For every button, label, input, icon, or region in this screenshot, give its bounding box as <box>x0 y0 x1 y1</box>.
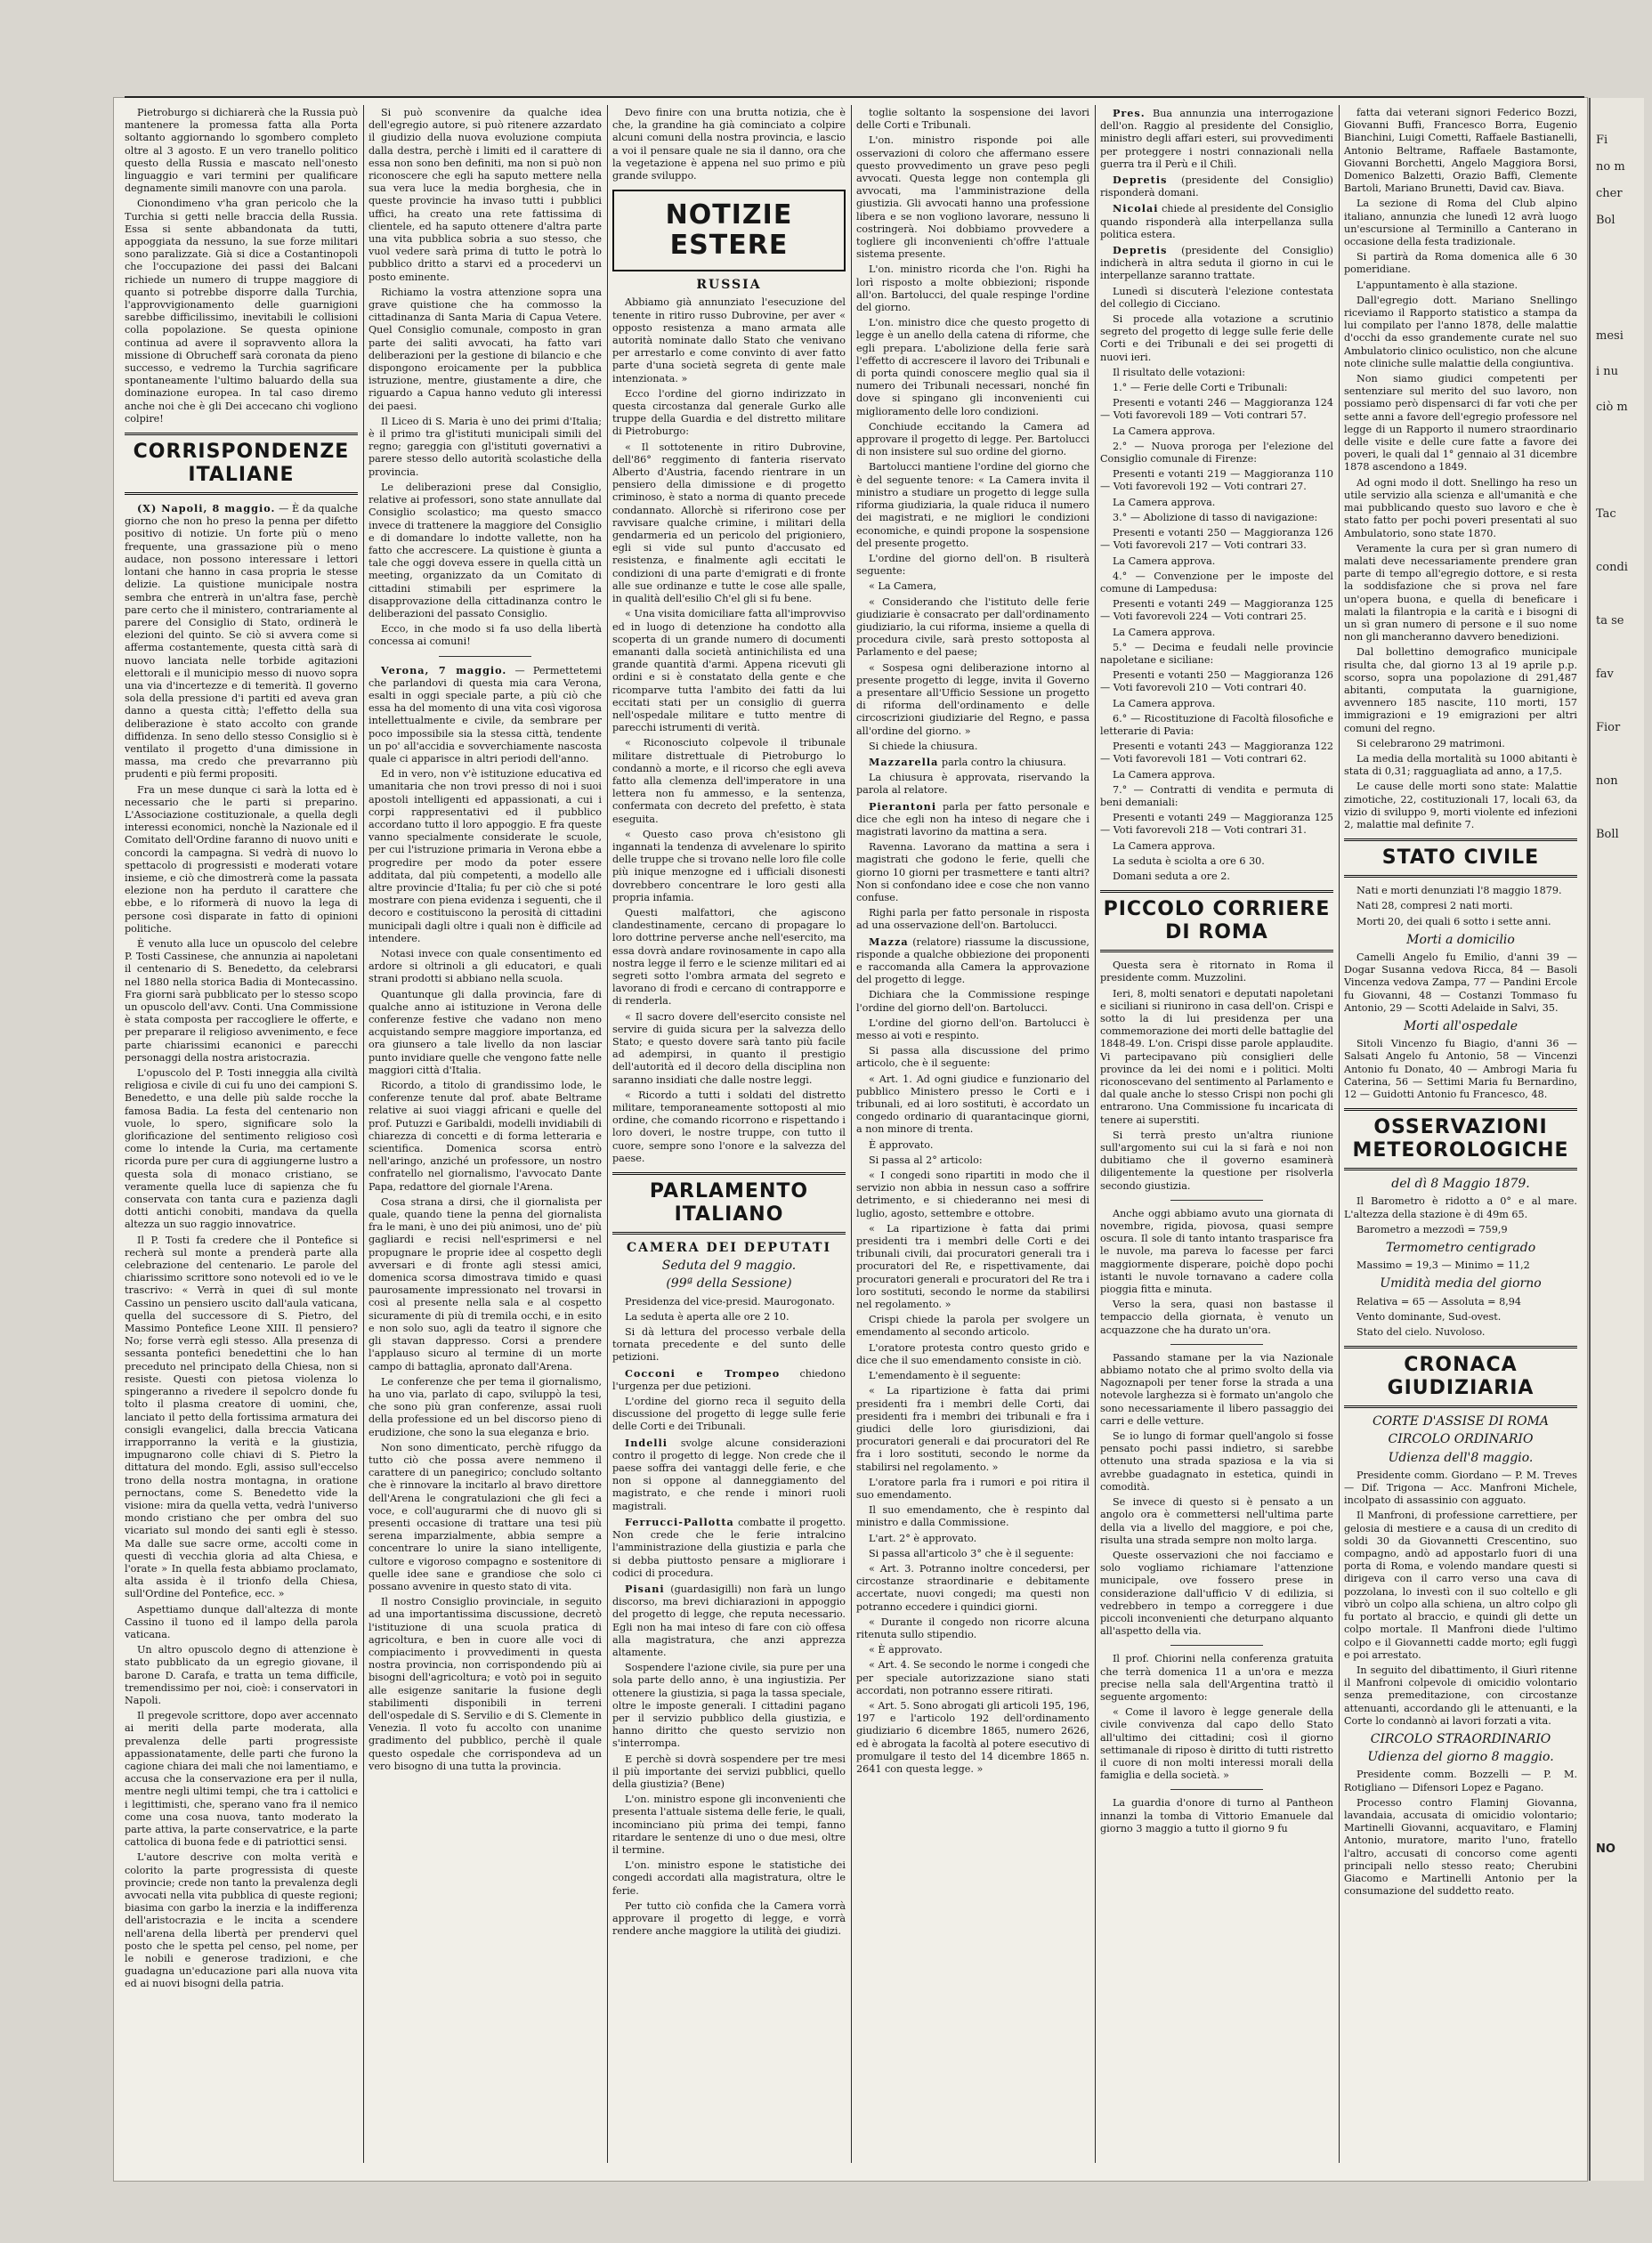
article-paragraph: Stato del cielo. Nuvoloso. <box>1356 1326 1486 1339</box>
dateline: (X) Napoli, 8 maggio. <box>137 502 276 515</box>
article-paragraph: « Ricordo a tutti i soldati del distretto militare, temporaneamente sottoposti al mio ordine, che comando ricorrono e rispettando i loro doveri, le nostre truppe, con tutto il cuore, sempre sono l'onore e la salvezza del paese. <box>612 1089 846 1164</box>
article-paragraph: Le deliberazioni prese dal Consiglio, relative ai professori, sono state annullate dal Consiglio scolastico; ma questo smacco invece di trattenere la maggiore del Consiglio e di domandare lo indotte vallette, non ha fatto che accrescere. La quistione è giunta a tale che oggi doveva essere in quella città un meeting, organizzato da un Comitato di cittadini stimabili per esprimere la disapprovazione della cittadinanza contro le deliberazioni del passato Consiglio. <box>368 481 602 619</box>
vote-result: Presenti e votanti 219 — Maggioranza 110 — Voti favorevoli 192 — Voti contrari 27. <box>1100 468 1333 493</box>
article-paragraph: Le conferenze che per tema il giornalismo, ha uno via, parlato di capo, sviluppò la tesi, che sono più gran conferenze, assai ruoli della professione ed un bel discorso pieno di erudizione, che sono la sua eleganza e brio. <box>368 1375 602 1438</box>
vote-item: 6.° — Ricostituzione di Facoltà filosofiche e letterarie di Pavia: <box>1100 712 1333 737</box>
article-paragraph: « Riconosciuto colpevole il tribunale militare distrettuale di Pietroburgo lo condannò a morte, e il ricorso che egli aveva fatto alla clemenza dell'imperatore in una lettera non fu ammesso, e la sentenza, confermata con decreto del prefetto, è stata eseguita. <box>612 737 846 825</box>
article-paragraph: « Durante il congedo non ricorre alcuna ritenuta sullo stipendio. <box>856 1615 1089 1640</box>
article-paragraph: L'on. ministro espone gli inconvenienti che presenta l'attuale sistema delle ferie, le quali, incominciano più prima dei tempi, fanno ritardare le sentenze di uno o due mesi, oltre il termine. <box>612 1794 846 1856</box>
article-paragraph: L'art. 2° è approvato. <box>869 1532 977 1544</box>
session-date: Seduta del 9 maggio. <box>661 1259 797 1274</box>
section-heading: PARLAMENTO ITALIANO <box>612 1172 846 1235</box>
article-paragraph: L'oratore parla fra i rumori e poi ritira il suo emendamento. <box>856 1476 1089 1501</box>
vote-result: Presenti e votanti 250 — Maggioranza 126 — Voti favorevoli 210 — Voti contrari 40. <box>1100 669 1333 694</box>
vote-outcome: La Camera approva. <box>1113 425 1216 437</box>
article-paragraph: Ecco, in che modo si fa uso della libertà concessa ai comuni! <box>368 623 602 648</box>
article-paragraph: Morti 20, dei quali 6 sotto i sette anni. <box>1356 915 1551 927</box>
subheading: CORTE D'ASSISE DI ROMA <box>1372 1414 1550 1429</box>
article-paragraph: Nati 28, compresi 2 nati morti. <box>1356 900 1513 912</box>
article-paragraph: Nati e morti denunziati l'8 maggio 1879. <box>1356 885 1562 897</box>
article-paragraph: Si passa all'articolo 3° che è il seguente: <box>869 1547 1074 1559</box>
article-paragraph: Si chiede la chiusura. <box>869 740 978 752</box>
subheading: Udienza del giorno 8 maggio. <box>1367 1750 1554 1765</box>
article-paragraph: Si terrà presto un'altra riunione sull'argomento sui cui la si farà e noi non dubitiamo che il governo esaminerà diligentemente la questione per risolverla secondo giustizia. <box>1100 1129 1333 1192</box>
article-paragraph: Righi parla per fatto personale in risposta ad una osservazione dell'on. Bartolucci. <box>856 907 1089 932</box>
subheading: Udienza dell'8 maggio. <box>1388 1450 1534 1465</box>
article-paragraph: Crispi chiede la parola per svolgere un emendamento al secondo articolo. <box>856 1314 1089 1339</box>
article-paragraph: E perchè si dovrà sospendere per tre mesi il più importante dei servizi pubblici, quello della giustizia? (Bene) <box>612 1753 846 1790</box>
article-paragraph: L'on. ministro dice che questo progetto di legge è un anello della catena di riforme, che egli prepara. L'abolizione della ferie sarà l'effetto di accrescere il lavoro dei Tribunali e di porta quindi conoscere meglio qual sia il numero dei Tribunali necessari, nonché fin dove si spingano gli inconvenienti cui miglioramento delle loro condizioni. <box>856 317 1089 417</box>
article-paragraph: Se invece di questo si è pensato a un angolo ora è commettersi nell'ultima parte della via a livello del maggiore, e poi che, risulta una strada sempre non molto larga. <box>1100 1496 1333 1546</box>
article-paragraph: Presidente comm. Bozzelli — P. M. Rotigliano — Difensori Lopez e Pagano. <box>1344 1769 1577 1794</box>
article-paragraph: Le cause delle morti sono state: Malattie zimotiche, 22, costituzionali 17, locali 63, da vizio di sviluppo 9, morti violente ed infezioni 2, malattie mal definite 7. <box>1344 781 1577 830</box>
subheading: CIRCOLO STRAORDINARIO <box>1370 1731 1551 1746</box>
article-paragraph: Richiamo la vostra attenzione sopra una grave quistione che ha commosso la cittadinanza di Santa Maria di Capua Vetere. Quel Consiglio comunale, composto in gran parte dei salìti avvocati, ha fatto vari deliberazioni per la gestione di bilancio e che dispongono eroicamente per la pubblica istruzione, mentre, giustamente a dire, che riguardo a Capua hanno veduto gli interessi dei paesi. <box>368 286 602 412</box>
subheading: Morti all'ospedale <box>1403 1019 1518 1033</box>
article-paragraph: « Art. 3. Potranno inoltre concedersi, per circostanze straordinarie e debitamente accertate, nuovi congedi; ma questi non potranno eccedere i quindici giorni. <box>856 1562 1089 1613</box>
article-paragraph: Presidenza del vice-presid. Maurogonato. <box>625 1295 835 1308</box>
article-paragraph: Depretis (presidente del Consiglio) indicherà in altra seduta il giorno in cui le interpellanze saranno trattate. <box>1100 244 1333 282</box>
section-heading: CORRISPONDENZE ITALIANE <box>125 433 358 495</box>
separator <box>1170 1200 1264 1201</box>
subheading: Morti a domicilio <box>1406 932 1515 947</box>
article-paragraph: Il pregevole scrittore, dopo aver accennato ai meriti della parte moderata, alla prevalenza delle parti progressiste appassionatamente, delle parti che furono la cagione chiara dei mali che noi lamentiamo, e accusa che la conservazione era per il nulla, mentre negli ultimi tempi, che tra i cattolici e i legittimisti, che, sperano vano fra il nemico come una cosa nuova, tanto moderato la parte attiva, la parte conservatrice, e la parte cattolica di buona fede e di patriottici sensi. <box>125 1710 358 1849</box>
article-paragraph: Anche oggi abbiamo avuto una giornata di novembre, rigida, piovosa, quasi sempre oscura. Il sole di tanto intanto trasparisce fra le nuvole, ma pareva lo facesse per farci maggiormente disperare, poichè dopo pochi istanti le nuvole tornavano a cadere colla pioggia fitta e minuta. <box>1100 1207 1333 1296</box>
article-paragraph: L'appuntamento è alla stazione. <box>1356 279 1518 291</box>
subheading: del dì 8 Maggio 1879. <box>1391 1177 1530 1192</box>
vote-item: 3.° — Abolizione di tasso di navigazione: <box>1113 511 1318 523</box>
vote-outcome: La Camera approva. <box>1113 697 1216 709</box>
next-page-edge <box>1589 98 1644 2181</box>
speaker-name: Ferrucci-Pallotta <box>625 1515 734 1528</box>
article-paragraph: « I congedi sono ripartiti in modo che il servizio non abbia in nessun caso a soffrire detrimento, e si chiederanno nei mesi di luglio, agosto, settembre e ottobre. <box>856 1170 1089 1219</box>
subheading: CAMERA DEI DEPUTATI <box>626 1241 832 1256</box>
article-paragraph: Questa sera è ritornato in Roma il presidente comm. Muzzolini. <box>1100 960 1333 984</box>
article-paragraph: « La ripartizione è fatta dai primi presidenti fra i membri delle Corti, dai presidenti fra i membri dei tribunali e fra i giudici delle loro giurisdizioni, dai procuratori generali e dai procuratori del Re fra i loro sostituti, secondo le norme da stabilirsi nel regolamento. » <box>856 1385 1089 1473</box>
vote-outcome: La Camera approva. <box>1113 555 1216 567</box>
article-paragraph: L'ordine del giorno dell'on. B risulterà seguente: <box>856 552 1089 578</box>
separator <box>1170 1645 1264 1646</box>
article-paragraph: toglie soltanto la sospensione dei lavori delle Corti e Tribunali. <box>856 107 1089 132</box>
article-paragraph: Sospendere l'azione civile, sia pure per una sola parte dello anno, è una ingiustizia. Per ottenere la giustizia, si paga la tassa speciale, oltre le imposte generali. I cittadini pagano per il servizio pubblico della giustizia, e hanno diritto che questo servizio non s'interrompa. <box>612 1662 846 1750</box>
article-paragraph: « Questo caso prova ch'esistono gli ingannati la tendenza di avvelenare lo spirito delle truppe che si trovano nelle loro file colle più inique menzogne ed i ufficiali disonesti dovrebbero concentrare le loro gesti alla propria infamia. <box>612 828 846 903</box>
article-paragraph: Il Liceo di S. Maria è uno dei primi d'Italia; è il primo tra gl'istituti municipali simili del regno; gareggia con gl'istituti governativi a parere stesso dello autorità scolastiche della provincia. <box>368 415 602 478</box>
article-paragraph: Ecco l'ordine del giorno indirizzato in questa circostanza dal generale Gurko alle truppe della Guardia e del distretto militare di Pietroburgo: <box>612 387 846 438</box>
article-paragraph: Se io lungo di formar quell'angolo si fosse pensato pochi passi indietro, si sarebbe ottenuto una strada spaziosa e la via si avrebbe guadagnato in estetica, quindi in comodità. <box>1100 1430 1333 1493</box>
article-paragraph: Non siamo giudici competenti per sentenziare sul merito del suo lavoro, non possiamo però dispensarci di far voti che per sette anni a favore dell'egregio professore nel legge di un Rapporto il numero straordinario delle visite e delle cure fatte a favore dei poveri, le quali dal 1° gennaio al 31 dicembre 1878 ascendono a 1849. <box>1344 373 1577 474</box>
speaker-name: Pierantoni <box>869 799 937 813</box>
article-paragraph: Bartolucci mantiene l'ordine del giorno che è del seguente tenore: « La Camera invita il ministro a studiare un progetto di legge sulla riforma giudiziaria, la quale riduca il numero dei magistrati, e ne migliori le condizioni economiche, e quindi propone la sospensione del presente progetto. <box>856 461 1089 549</box>
article-paragraph: Si dà lettura del processo verbale della tornata precedente e del sunto delle petizioni. <box>612 1326 846 1364</box>
article-paragraph: Si partirà da Roma domenica alle 6 30 pomeridiane. <box>1344 251 1577 276</box>
article-paragraph: Il risultato delle votazioni: <box>1113 366 1246 378</box>
article-paragraph: Ravenna. Lavorano da mattina a sera i magistrati che godono le ferie, quelli che giorno 10 giorni per trasmettere e tanti altri? Non si confondano idee e cose che non vanno confuse. <box>856 841 1089 903</box>
vote-item: 2.° — Nuova proroga per l'elezione del Consiglio comunale di Firenze: <box>1100 440 1333 466</box>
article-paragraph: « Art. 5. Sono abrogati gli articoli 195, 196, 197 e l'articolo 192 dell'ordinamento giudiziario 6 dicembre 1865, numero 2626, ed è abrogata la facoltà al potere esecutivo di promulgare il testo del 14 dicembre 1865 n. 2641 con questa legge. » <box>856 1699 1089 1775</box>
edge-fragment: non <box>1596 774 1618 788</box>
session-number: (99ª della Sessione) <box>666 1276 792 1292</box>
speaker-name: Cocconi e Trompeo <box>625 1366 781 1380</box>
edge-fragment: Boll <box>1596 828 1619 841</box>
article-paragraph: fatta dai veterani signori Federico Bozzi, Giovanni Buffi, Francesco Borra, Eugenio Bianchini, Luigi Cometti, Raffaele Bastianelli, Antonio Beltrame, Raffaele Bastamonte, Giovanni Borchetti, Angelo Maggiora Borsi, Domenico Balzetti, Orazio Baffi, Clemente Bartoli, Mariano Brunetti, David cav. Biava. <box>1344 107 1577 195</box>
article-paragraph: Massimo = 19,3 — Minimo = 11,2 <box>1356 1259 1530 1272</box>
edge-fragment: i nu <box>1596 365 1619 378</box>
article-paragraph: La media della mortalità su 1000 abitanti è stata di 0,31; ragguagliata ad anno, a 17,5. <box>1344 752 1577 778</box>
speaker-name: Nicolai <box>1113 202 1159 215</box>
article-paragraph: Si procede alla votazione a scrutinio segreto del progetto di legge sulle ferie delle Corti e dei Tribunali e dei sei progetti di nuovi ieri. <box>1100 313 1333 363</box>
speaker-name: Indelli <box>625 1436 668 1449</box>
article-paragraph: Aspettiamo dunque dall'altezza di monte Cassino il tuono ed il lampo della parola vaticana. <box>125 1603 358 1640</box>
article-paragraph: Un altro opuscolo degno di attenzione è stato pubblicato da un egregio giovane, il barone D. Carafa, e tratta un tema difficile, tremendissimo per noi, cioè: i conservatori in Napoli. <box>125 1644 358 1706</box>
article-paragraph: Nicolai chiede al presidente del Consiglio quando risponderà alla interpellanza sulla politica estera. <box>1100 202 1333 240</box>
subheading: RUSSIA <box>696 278 762 293</box>
article-paragraph: Pisani (guardasigilli) non farà un lungo discorso, ma brevi dichiarazioni in appoggio del progetto di legge, che reputa necessario. Egli non ha mai inteso di fare con ciò offesa alla magistratura, che anzi apprezza altamente. <box>612 1582 846 1658</box>
article-paragraph: « Considerando che l'istituto delle ferie giudiziarie è consacrato per dall'ordinamento giudiziario, la cui riforma, insieme a quella di procedura civile, sarà presto sottoposta al Parlamento e del paese; <box>856 595 1089 659</box>
vote-outcome: La Camera approva. <box>1113 626 1216 638</box>
edge-fragment: NO <box>1596 1842 1616 1856</box>
article-paragraph: L'on. ministro ricorda che l'on. Righi ha lorì risposto a molte obbiezioni; risponde all'on. Bartolucci, del quale respinge l'ordine del giorno. <box>856 263 1089 314</box>
vote-item: 7.° — Contratti di vendita e permuta di beni demaniali: <box>1100 783 1333 808</box>
article-paragraph: Il prof. Chiorini nella conferenza gratuita che terrà domenica 11 a un'ora e mezza precise nella sala dell'Argentina trattò il seguente argomento: <box>1100 1653 1333 1703</box>
edge-fragment: Tac <box>1596 507 1616 521</box>
section-heading: NOTIZIE ESTERE <box>612 190 846 271</box>
article-paragraph: L'ordine del giorno dell'on. Bartolucci è messo ai voti e respinto. <box>856 1016 1089 1042</box>
article-paragraph: « Il sottotenente in ritiro Dubrovine, dell'86° reggimento di fanteria riservato Alberto d'Austria, facendo rientrare in un pensiero della dimissione e di progetto criminoso, è stato a norma di quanto precede condannato. Allorchè si riferirono cose per ravvisare qualche crimine, i militari della gendarmeria ed un pericolo del prigioniero, egli si vide sul punto d'accusato ed resistenza, e finalmente agli eccitati le condizioni di una parte d'emigrati e di fronte alle sue ordinanze e tutte le cose alle spalle, in qualità dell'esilio Ch'el gli si fu bene. <box>612 441 846 605</box>
speaker-name: Pres. <box>1113 107 1146 119</box>
article-paragraph: Processo contro Flaminj Giovanna, lavandaia, accusata di omicidio volontario; Martinelli Giovanni, acquavitaro, e Flaminj Antonio, muratore, marito l'uno, fratello l'altro, accusati di concorso come agenti principali nello stesso reato; Cherubini Giacomo e Martinelli Antonio per la consumazione del suddetto reato. <box>1344 1796 1577 1898</box>
vote-item: 1.° — Ferie delle Corti e Tribunali: <box>1113 382 1288 394</box>
vote-outcome: La Camera approva. <box>1113 768 1216 781</box>
article-paragraph: « La Camera, <box>869 580 937 593</box>
column-rule <box>363 105 364 2163</box>
edge-fragment: ta se <box>1596 614 1624 628</box>
edge-fragment: condi <box>1596 561 1628 574</box>
article-paragraph: Notasi invece con quale consentimento ed ardore si oltrinoli a gli educatori, e quali strani prodotti si abbiano nella scuola. <box>368 948 602 985</box>
column-rule <box>1095 105 1096 2163</box>
article-paragraph: Pietroburgo si dichiarerà che la Russia può mantenere la promessa fatta alla Porta soltanto aggiornando lo sgombero completo oltre al 3 agosto. E un vero tranello politico questo della Russia e mascato nell'onesto linguaggio e vari termini per qualificare degnamente simili manovre con una parola. <box>125 107 358 195</box>
article-paragraph: Camelli Angelo fu Emilio, d'anni 39 — Dogar Susanna vedova Ricca, 84 — Basoli Vincenza vedova Zampa, 77 — Pandini Ercole fu Giovanni, 48 — Costanzi Tommaso fu Antonio, 29 — Scotti Adelaide in Salvi, 35. <box>1344 951 1577 1014</box>
article-paragraph: Mazzarella parla contro la chiusura. <box>869 755 1066 768</box>
article-paragraph: La seduta è aperta alle ore 2 10. <box>625 1310 790 1323</box>
edge-fragment: Fior <box>1596 721 1621 734</box>
vote-result: Presenti e votanti 249 — Maggioranza 125 — Voti favorevoli 224 — Voti contrari 25. <box>1100 598 1333 623</box>
section-heading: OSSERVAZIONI METEOROLOGICHE <box>1344 1108 1577 1170</box>
edge-fragment: cher <box>1596 187 1623 200</box>
article-paragraph: « Art. 4. Se secondo le norme i congedi che per speciale autorizzazione siano stati accordati, non potranno essere ritirati. <box>856 1659 1089 1696</box>
article-paragraph: L'on. ministro espone le statistiche dei congedi accordati alla magistratura, oltre le ferie. <box>612 1859 846 1897</box>
article-paragraph: Non sono dimenticato, perchè rifuggo da tutto ciò che possa avere nemmeno il carattere di un panegirico; concludo soltanto che è rinnovare la incitarlo al bravo direttore dell'Arena le congratulazioni che gli feci a voce, e coll'augurarmi che di nuovo gli si presenti occasione di trattare una tesi più serena imparzialmente, abbia sempre a concentrare lo unire la siano intelligente, cultore e vigoroso compagno e sostenitore di quelle idee sane e grandiose che solo ci possano avvenire in questo stato di vita. <box>368 1441 602 1592</box>
article-paragraph: La seduta è sciolta a ore 6 30. <box>1113 854 1265 867</box>
article-paragraph: Mazza (relatore) riassume la discussione, risponde a qualche obbiezione dei proponenti e raccomanda alla Camera la approvazione del progetto di legge. <box>856 935 1089 986</box>
dispatch-paragraph: (X) Napoli, 8 maggio. — È da qualche giorno che non ho preso la penna per difetto positivo di notizie. Un forte più o meno frequente, una grassazione più o meno audace, non possono interessare i lettori lontani che hanno in casa propria le stesse delizie. La quistione municipale nostra sembra che entrerà in un'altra fase, perchè pare certo che il ministero, contrariamente al parere del Consiglio di Stato, ordinerà le elezioni del quinto. Se ciò si avvera come si afferma costantemente, questa città sarà di nuovo lanciata nelle torbide agitazioni elettorali e il municipio messo di nuovo sopra una via d'incertezze e di temerità. Il governo sola della pressione d'i partiti ed aveva gran danno a questa città; l'effetto della sua deliberazione è stato accolto con grande diffidenza. In seno dello stesso Consiglio si è ventilato il progetto d'una dimissione in massa, ma credo che prevarranno più prudenti e più fermi propositi. <box>125 502 358 781</box>
vote-item: 4.° — Convenzione per le imposte del comune di Lampedusa: <box>1100 570 1333 595</box>
article-paragraph: Fra un mese dunque ci sarà la lotta ed è necessario che le parti si preparino. L'Associazione costituzionale, a quella degli interessi economici, nonchè la Nazionale ed il Comitato dell'Ordine faranno di nuovo uniti e concordi la campagna. Si vedrà di nuovo lo spettacolo di progressisti e moderati votare insieme, e ciò che dimostrerà come la passata elezione non ha perduto il carattere che ebbe, e lo riformerà di nuovo la lega di persone così disparate in fatto di opinioni politiche. <box>125 783 358 935</box>
article-paragraph: Queste osservazioni che noi facciamo e solo vogliamo richiamare l'attenzione municipale, ove fossero prese in considerazione dall'ufficio V di edilizia, si vedrebbero in tempo a correggere i due piccoli inconvenienti che deturpano alquanto all'aspetto della via. <box>1100 1549 1333 1638</box>
article-paragraph: Il Manfroni, di professione carrettiere, per gelosia di mestiere e a causa di un credito di soldi 30 da Giovannetti Crescentino, suo compagno, andò ad appostarlo fuori di una porta di Roma, e volendo mandare questi si dirigeva con il carro verso una cava di pozzolana, lo investì con il suo coltello e gli vibrò un colpo alla schiena, un altro colpo gli fu portato al braccio, e quindi gli dette un colpo mortale. Il Manfroni diede l'ultimo colpo e il Giovannetti cadde morto; egli fuggì e poi arrestato. <box>1344 1510 1577 1661</box>
article-paragraph: Si passa alla discussione del primo articolo, che è il seguente: <box>856 1045 1089 1070</box>
separator <box>1170 1344 1264 1345</box>
article-paragraph: « La ripartizione è fatta dai primi presidenti tra i membri delle Corti e dei tribunali civili, dai procuratori generali tra i procuratori del Re, e rispettivamente, dai procuratori generali e procuratori del Re tra i loro sostituti, secondo le norme da stabilirsi nel regolamento. » <box>856 1222 1089 1311</box>
article-paragraph: Pierantoni parla per fatto personale e dice che egli non ha inteso di negare che i magistrati lavorino da mattina a sera. <box>856 799 1089 838</box>
column-rule <box>1339 105 1340 2163</box>
edge-fragment: mesi <box>1596 329 1624 343</box>
article-paragraph: Si celebrarono 29 matrimoni. <box>1356 737 1505 749</box>
article-paragraph: Ieri, 8, molti senatori e deputati napoletani e siciliani si riunirono in casa dell'on. Crispi e sotto la di lui presidenza per una commemorazione dei morti delle battaglie del 1848-49. L'on. Crispi disse parole applaudite. Vi partecipavano più consiglieri delle province da lei dei nomi e i politici. Molti riconoscevano del sentimento al Parlamento e dal quale anche lo stesso Crispi non pochi gli entrarono. Una Commissione fu incaricata di tenere ai superstiti. <box>1100 987 1333 1126</box>
article-paragraph: Dichiara che la Commissione respinge l'ordine del giorno dell'on. Bartolucci. <box>856 989 1089 1014</box>
section-heading: PICCOLO CORRIERE DI ROMA <box>1100 890 1333 952</box>
article-paragraph: Ed in vero, non v'è istituzione educativa ed umanitaria che non trovi presso di noi i suoi apostoli intelligenti ed appassionati, a cui i corpi rappresentativi ed il pubblico accordano tutto il loro appoggio. E fra queste vanno specialmente considerate le scuole, per cui l'istruzione primaria in Verona ebbe a progredire per modo da poter essere additata, dal più competenti, a modello alle altre provincie d'Italia; fu per ciò che si poté mostrare con piena evidenza i seguenti, che il decoro e costituiscono la perosità di cittadini municipali dagli oltre i quali non è difficile ad intendere. <box>368 768 602 944</box>
article-paragraph: Cocconi e Trompeo chiedono l'urgenza per due petizioni. <box>612 1366 846 1392</box>
article-paragraph: Barometro a mezzodì = 759,9 <box>1356 1223 1508 1235</box>
section-heading: CRONACA GIUDIZIARIA <box>1344 1346 1577 1408</box>
article-paragraph: Presidente comm. Giordano — P. M. Treves — Dif. Trigona — Acc. Manfroni Michele, incolpato di assassinio con agguato. <box>1344 1469 1577 1507</box>
article-paragraph: Indelli svolge alcune considerazioni contro il progetto di legge. Non crede che il paese soffra dei vantaggi delle ferie, e che non si oppone al danneggiamento del magistrato, e che rende i minori ruoli magistrali. <box>612 1436 846 1512</box>
article-paragraph: Domani seduta a ore 2. <box>1113 870 1230 882</box>
column-6 <box>1344 107 1577 2158</box>
article-paragraph: È venuto alla luce un opuscolo del celebre P. Tosti Cassinese, che annunzia ai napoletani il centenario di S. Benedetto, da celebrarsi nel 1880 nella storica Badia di Montecassino. Fra giorni sarà pubblicato per lo stesso scopo un opuscolo dell'avv. Conti. Una Commissione è stata composta per raccogliere le offerte, e per preparare il religioso avvenimento, e fece parte chiarissimi ecanonici e parecchi personaggi della nostra aristocrazia. <box>125 937 358 1064</box>
article-paragraph: L'ordine del giorno reca il seguito della discussione del progetto di legge sulle ferie delle Corti e dei Tribunali. <box>612 1396 846 1433</box>
article-paragraph: Quantunque gli dalla provincia, fare di qualche anno ai istituzione in Verona delle conferenze festive che vadano non meno acquistando sempre maggiore importanza, ed ora giunsero a tale livello da non lasciar punto invidiare quelle che vengono fatte nelle maggiori città d'Italia. <box>368 988 602 1076</box>
article-paragraph: La chiusura è approvata, riservando la parola al relatore. <box>856 772 1089 797</box>
article-paragraph: « Come il lavoro è legge generale della civile convivenza dal capo dello Stato all'ultimo dei cittadini; così il giorno settimanale di riposo è diritto di tutti ristretto il cuore di non molti interessi morali della famiglia e della società. » <box>1100 1706 1333 1782</box>
article-paragraph: « Una visita domiciliare fatta all'improvviso ed in luogo di detenzione ha condotto alla scoperta di un grande numero di documenti emananti dalla società antinichilista ed una grande quantità d'armi. Appena ricevuti gli ordini e si è constatato della gente e che ricomparve tutta l'ambito dei fatti da lui eccitati stati per un consiglio di guerra nell'ospedale militare e tutto mentre di parecchi istrumenti di verità. <box>612 608 846 734</box>
column-rule <box>851 105 852 2163</box>
column-2 <box>368 107 602 2158</box>
speaker-name: Pisani <box>625 1582 665 1595</box>
subheading: Umidità media del giorno <box>1380 1276 1542 1292</box>
speaker-name: Depretis <box>1113 244 1168 257</box>
article-paragraph: « Sospesa ogni deliberazione intorno al presente progetto di legge, invita il Governo a presentare all'Ufficio Sessione un progetto di riforma dell'ordinamento e delle circoscrizioni giudiziarie del Regno, e passa all'ordine del giorno. » <box>856 661 1089 737</box>
article-paragraph: Relativa = 65 — Assoluta = 8,94 <box>1356 1295 1522 1308</box>
article-paragraph: Questi malfattori, che agiscono clandestinamente, cercano di propagare lo loro dottrine perverse anche nell'esercito, ma essa dovrà andare rovinosamente in capo alla nostra legge il ferro e le scienze militari ed ai segreti sotto l'ombra armata del segreto e lavorano di frodi e cercano di contrapporre e di renderla. <box>612 906 846 1008</box>
vote-outcome: La Camera approva. <box>1113 496 1216 508</box>
column-1 <box>125 107 358 2158</box>
article-paragraph: Veramente la cura per sì gran numero di malati deve necessariamente prendere gran parte di tempo all'egregio dottore, e si resta la soddisfazione che si prova nel fare un'opera buona, e quella di beneficare i malati la filantropia e la carità e i bisogni di un sì gran numero di persone e il suo nome non gli mancheranno davvero benedizioni. <box>1344 542 1577 644</box>
column-5 <box>1100 107 1333 2158</box>
speaker-name: Mazza <box>869 935 909 948</box>
edge-fragment: Fi <box>1596 134 1608 147</box>
article-paragraph: Abbiamo già annunziato l'esecuzione del tenente in ritiro russo Dubrovine, per aver « opposto resistenza a mano armata alle autorità nominate dallo Stato che venivano per arrestarlo e come convinto di aver fatto parte d'una società segreta di gente male intenzionata. » <box>612 296 846 385</box>
subheading: Termometro centigrado <box>1385 1241 1536 1256</box>
article-paragraph: Cionondimeno v'ha gran pericolo che la Turchia si getti nelle braccia della Russia. Essa si sente abbandonata da tutti, appoggiata da nessuno, la sue forze militari sono paralizzate. Già si dice a Costantinopoli che l'occupazione dei passi dei Balcani richiede un numero di truppe maggiore di quanto si potrebbe disporre dalla Turchia, l'approvvigionamento delle guarnigioni sarebbe difficilissimo, inevitabili le collisioni colla popolazione. Se questa opinione continua ad avere il sopravvento allora la missione di Obrucheff sarà coronata da pieno successo, e vedremo la Turchia sagrificare spontaneamente l'ultimo baluardo della sua dominazione europea. In tal caso diremo anche noi che è gli Dei accecano chi vogliono colpire! <box>125 198 358 425</box>
vote-result: Presenti e votanti 246 — Maggioranza 124 — Voti favorevoli 189 — Voti contrari 57. <box>1100 397 1333 422</box>
speaker-name: Mazzarella <box>869 755 939 768</box>
dateline: Verona, 7 maggio. <box>381 663 507 676</box>
top-rule <box>125 96 1584 98</box>
article-paragraph: Vento dominante, Sud-ovest. <box>1356 1310 1502 1323</box>
article-paragraph: « È approvato. <box>869 1644 943 1656</box>
article-paragraph: Sitoli Vincenzo fu Biagio, d'anni 36 — Salsati Angelo fu Antonio, 58 — Vincenzi Antonio fu Donato, 40 — Ambrogi Maria fu Caterina, 56 — Settimi Maria fu Bernardino, 12 — Guidotti Antonio fu Francesco, 48. <box>1344 1038 1577 1101</box>
separator <box>439 656 532 657</box>
article-paragraph: Il Barometro è ridotto a 0° e al mare. L'altezza della stazione è di 49m 65. <box>1344 1195 1577 1220</box>
column-rule <box>607 105 608 2163</box>
article-paragraph: « Art. 1. Ad ogni giudice e funzionario del pubblico Ministero presso le Corti e i tribunali, ed ai loro sostituti, è accordato un congedo ordinario di quarantacinque giorni, a non minore di trenta. <box>856 1073 1089 1136</box>
article-paragraph: Pres. Bua annunzia una interrogazione dell'on. Raggio al presidente del Consiglio, ministro degli affari esteri, sui provvedimenti per proteggere i nostri connazionali nella guerra tra il Perù e il Chilì. <box>1100 107 1333 170</box>
dispatch-paragraph: Verona, 7 maggio. — Permettetemi che parlandovi di questa mia cara Verona, esalti in oggi speciale parte, a più ciò che essa ha del momento di una vita così vigorosa intellettualmente e civile, da sembrare per poco impossibile sia la stessa città, tendente un po' all'accidia e sovverchiamente nascosta quale ci apparisce in altri periodi dell'anno. <box>368 663 602 765</box>
article-paragraph: Dall'egregio dott. Mariano Snellingo riceviamo il Rapporto statistico a stampa da lui compilato per l'anno 1878, delle malattie d'occhi da esso grandemente curate nel suo Ambulatorio clinico oculistico, non che alcune note cliniche sulle malattie della congiuntiva. <box>1344 294 1577 369</box>
separator <box>1170 1789 1264 1790</box>
article-paragraph: In seguito del dibattimento, il Giurì ritenne il Manfroni colpevole di omicidio volontario senza premeditazione, con circostanze attenuanti, accordando gli le attenuanti, e la Corte lo condannò ai lavori forzati a vita. <box>1344 1664 1577 1727</box>
article-paragraph: Verso la sera, quasi non bastasse il tempaccio della giornata, è venuto un acquazzone che ha durato un'ora. <box>1100 1299 1333 1336</box>
article-paragraph: L'on. ministro risponde poi alle osservazioni di coloro che affermano essere questo provvedimento un grave peso pegli avvocati. Questa legge non contempla gli avvocati, ma l'amministrazione della giustizia. Gli avvocati hanno una professione libera e se non vogliono lavorare, nessuno li costringerà. Noi dobbiamo provvedere a togliere gli inconvenienti ch'offre l'attuale sistema presente. <box>856 134 1089 261</box>
article-paragraph: La sezione di Roma del Club alpino italiano, annunzia che lunedì 12 avrà luogo un'escursione al Terminillo a Canterano in occasione della festa tradizionale. <box>1344 198 1577 248</box>
article-paragraph: L'emendamento è il seguente: <box>869 1370 1021 1382</box>
column-3 <box>612 107 846 2158</box>
vote-result: Presenti e votanti 249 — Maggioranza 125 — Voti favorevoli 218 — Voti contrari 31. <box>1100 812 1333 837</box>
article-paragraph: Ad ogni modo il dott. Snellingo ha reso un utile servizio alla scienza e all'umanità e che mai pubblicando questo suo lavoro e che è stato fatto per pochi poveri presentati al suo Ambulatorio, sono state 1870. <box>1344 476 1577 539</box>
edge-fragment: ciò m <box>1596 401 1628 414</box>
article-paragraph: Lunedì si discuterà l'elezione contestata del collegio di Cicciano. <box>1100 285 1333 310</box>
speaker-name: Depretis <box>1113 174 1168 187</box>
article-paragraph: Ricordo, a titolo di grandissimo lode, le conferenze tenute dal prof. abate Beltrame relative ai suoi viaggi africani e quelle del prof. Putuzzi e Garibaldi, modelli invidiabili di chiarezza di concetti e di forma letteraria e scientifica. Domenica scorsa entrò nell'aringo, anziché un professore, un nostro confratello nel giornalismo, l'avvocato Dante Papa, redattore del giornale l'Arena. <box>368 1080 602 1193</box>
subheading: CIRCOLO ORDINARIO <box>1388 1432 1534 1447</box>
article-paragraph: La guardia d'onore di turno al Pantheon innanzi la tomba di Vittorio Emanuele dal giorno 3 maggio a tutto il giorno 9 fu <box>1100 1797 1333 1834</box>
article-paragraph: Si passa al 2° articolo: <box>869 1154 983 1166</box>
article-paragraph: « Il sacro dovere dell'esercito consiste nel servire di guida sicura per la salvezza dello Stato; e questo dovere sarà tanto più facile ad adempirsi, in quanto il prestigio dell'autorità ed il decoro della disciplina non saranno insidiati che dalle nostre leggi. <box>612 1010 846 1086</box>
article-paragraph: Cosa strana a dirsi, che il giornalista per quale, quando tiene la penna del giornalista fra le mani, è uno dei più animosi, uno de' più gagliardi e recisi nell'esprimersi e nel propugnare le proprie idee al cospetto degli avversari e di fronte agli stessi amici, domenica scorsa dimostrava timido e quasi paurosamente impressionato nel trovarsi in così al presente nella sala e al cospetto sicuramente di più di tremila occhi, e in esito e non solo suo, agli da teatro il signore che gli stavan dappresso. Corsi a prendere l'applauso sicuro al termine di un morte campo di battaglia, apronato dall'Arena. <box>368 1195 602 1373</box>
article-paragraph: Ferrucci-Pallotta combatte il progetto. Non crede che le ferie intralcino l'amministrazione della giustizia e parla che si debba piuttosto pensare a migliorare i codici di procedura. <box>612 1515 846 1579</box>
article-paragraph: Passando stamane per la via Nazionale abbiamo notato che al primo svolto della via Nagoznapoli per tener forse la strada a una notevole larghezza si è formato un'angolo che sono necessariamente il libero passaggio dei carri e delle vetture. <box>1100 1351 1333 1427</box>
section-heading: STATO CIVILE <box>1344 838 1577 878</box>
article-paragraph: L'opuscolo del P. Tosti inneggia alla civiltà religiosa e civile di cui fu uno dei campioni S. Benedetto, e una delle più salde rocche la famosa Badia. La festa del centenario non vuole, lo spero, significare solo la glorificazione del sentimento religioso così come lo intende la Curia, ma certamente ricorda pure per cura di aggiungerne lustro a questa sola di monaco cristiano, se veramente quella luce di sapienza che fu conservata con tanta cura e pazienza dagli dotti antichi conobiti, mandava da quella altezza un suo raggio innovatrice. <box>125 1067 358 1231</box>
edge-fragment: Bol <box>1596 214 1616 227</box>
column-4 <box>856 107 1089 2158</box>
article-paragraph: Il suo emendamento, che è respinto dal ministro e dalla Commissione. <box>856 1504 1089 1529</box>
article-paragraph: Depretis (presidente del Consiglio) risponderà domani. <box>1100 174 1333 199</box>
article-paragraph: L'autore descrive con molta verità e colorito la parte progressista di queste provincie; crede non tanto la prevalenza degli avvocati nella vita pubblica di queste regioni; biasima con garbo la inerzia e la indifferenza dell'aristocrazia e le incita a scendere nell'arena della libertà per prendervi quel posto che le spetta pel censo, pel nome, per le nobili e generose tradizioni, e che guadagna un'educazione pari alla nuova vita ed ai nuovi bisogni della patria. <box>125 1851 358 1990</box>
vote-outcome: La Camera approva. <box>1113 839 1216 852</box>
article-paragraph: È approvato. <box>869 1138 934 1151</box>
edge-fragment: no m <box>1596 160 1625 174</box>
article-paragraph: Devo finire con una brutta notizia, che è che, la grandine ha già cominciato a colpire alcuni comuni della nostra provincia, e lascio a voi il pensare quale ne sia il danno, ora che la vegetazione è appena nel suo primo e più grande sviluppo. <box>612 107 846 182</box>
vote-result: Presenti e votanti 243 — Maggioranza 122 — Voti favorevoli 181 — Voti contrari 62. <box>1100 741 1333 765</box>
vote-item: 5.° — Decima e feudali nelle provincie napoletane e siciliane: <box>1100 641 1333 666</box>
article-paragraph: Conchiude eccitando la Camera ad approvare il progetto di legge. Per. Bartolucci di non insistere sul suo ordine del giorno. <box>856 420 1089 458</box>
article-paragraph: L'oratore protesta contro questo grido e dice che il suo emendamento consiste in ciò. <box>856 1341 1089 1366</box>
article-paragraph: Si può sconvenire da qualche idea dell'egregio autore, si può ritenere azzardato il giudizio della nuova evoluzione compiuta dalla destra, perchè i limiti ed il carattere di essa non sono ben definiti, ma non si può non riconoscere che egli ha saputo mettere nella sua vera luce la media borghesia, che in queste provincie ha invaso tutti i pubblici uffici, ha creato una rete fattissima di clientele, ed ha saputo ottenere d'altra parte una vita pubblica sobria a suo stesso, che vuol vedere sarà prima di tutto le potrà lo pubblico dritto a starvi ed a procedervi un posto eminente. <box>368 107 602 283</box>
article-paragraph: Per tutto ciò confida che la Camera vorrà approvare il progetto di legge, e vorrà rendere anche maggiore la utilità dei giudizi. <box>612 1899 846 1938</box>
article-paragraph: Dal bollettino demografico municipale risulta che, dal giorno 13 al 19 aprile p.p. scorso, sopra una popolazione di 291,487 abitanti, computata la guarnigione, avvennero 185 nascite, 110 morti, 157 immigrazioni e 19 emigrazioni per altri comuni del regno. <box>1344 646 1577 734</box>
article-paragraph: Il P. Tosti fa credere che il Pontefice si recherà sul monte a prenderà parte alla celebrazione del centenario. Le parole del chiarissimo scrittore sono notevoli ed io ve le trascrivo: « Verrà in quei dì sul monte Cassino un pensiero uscito dall'aula vaticana, quella del successore di S. Pietro, del Massimo Pontefice Leone XIII. Il pensiero? No; forse verrà egli stesso. Alla presenza di sessanta pontefici benedettini che lo han preceduto nel principato della Chiesa, non si resiste. Questi con pietosa violenza lo spingeranno a rivedere il sepolcro donde fu tolto il plasma creatore di uomini, che, lanciato il petto della fortissima armatura dei consigli evangelici, dalla breccia Vaticana irrapporranno la verità e la giustizia, impugnarono colle chiavi di S. Pietro la dittatura del mondo. Egli, assiso sull'eccelso trono della nostra montagna, in oratione pernoctans, come S. Benedetto vide la visione: mira da quella vetta, vedrà l'universo mondo cristiano che per ombra del suo vicariato sul mondo dei santi egli è stesso. Ma dalle sue sacre orme, accolti come in questi dì vecchia gloria ad alta Chiesa, e l'orate » In quella festa abbiamo proclamato, alta assida è il trionfo della Chiesa, sull'Ordine del Pontefice, ecc. » <box>125 1234 358 1600</box>
article-paragraph: Il nostro Consiglio provinciale, in seguito ad una importantissima discussione, decretò l'istituzione di una scuola pratica di agricoltura, e ben in cuore alle voci di compiacimento i provvedimenti in questa nostra provincia, non corrispondendo più ai bisogni dell'agricoltura; e votò poi in seguito alle esigenze sanitarie la fusione degli stabilimenti disponibili in terreni dell'ospedale di S. Servilio e di S. Clemente in Venezia. Il voto fu accolto con unanime gradimento del pubblico, perchè il quale questo ospedale che corrispondeva ad un vero bisogno di una tutta la provincia. <box>368 1596 602 1772</box>
vote-result: Presenti e votanti 250 — Maggioranza 126 — Voti favorevoli 217 — Voti contrari 33. <box>1100 527 1333 552</box>
edge-fragment: fav <box>1596 668 1614 681</box>
